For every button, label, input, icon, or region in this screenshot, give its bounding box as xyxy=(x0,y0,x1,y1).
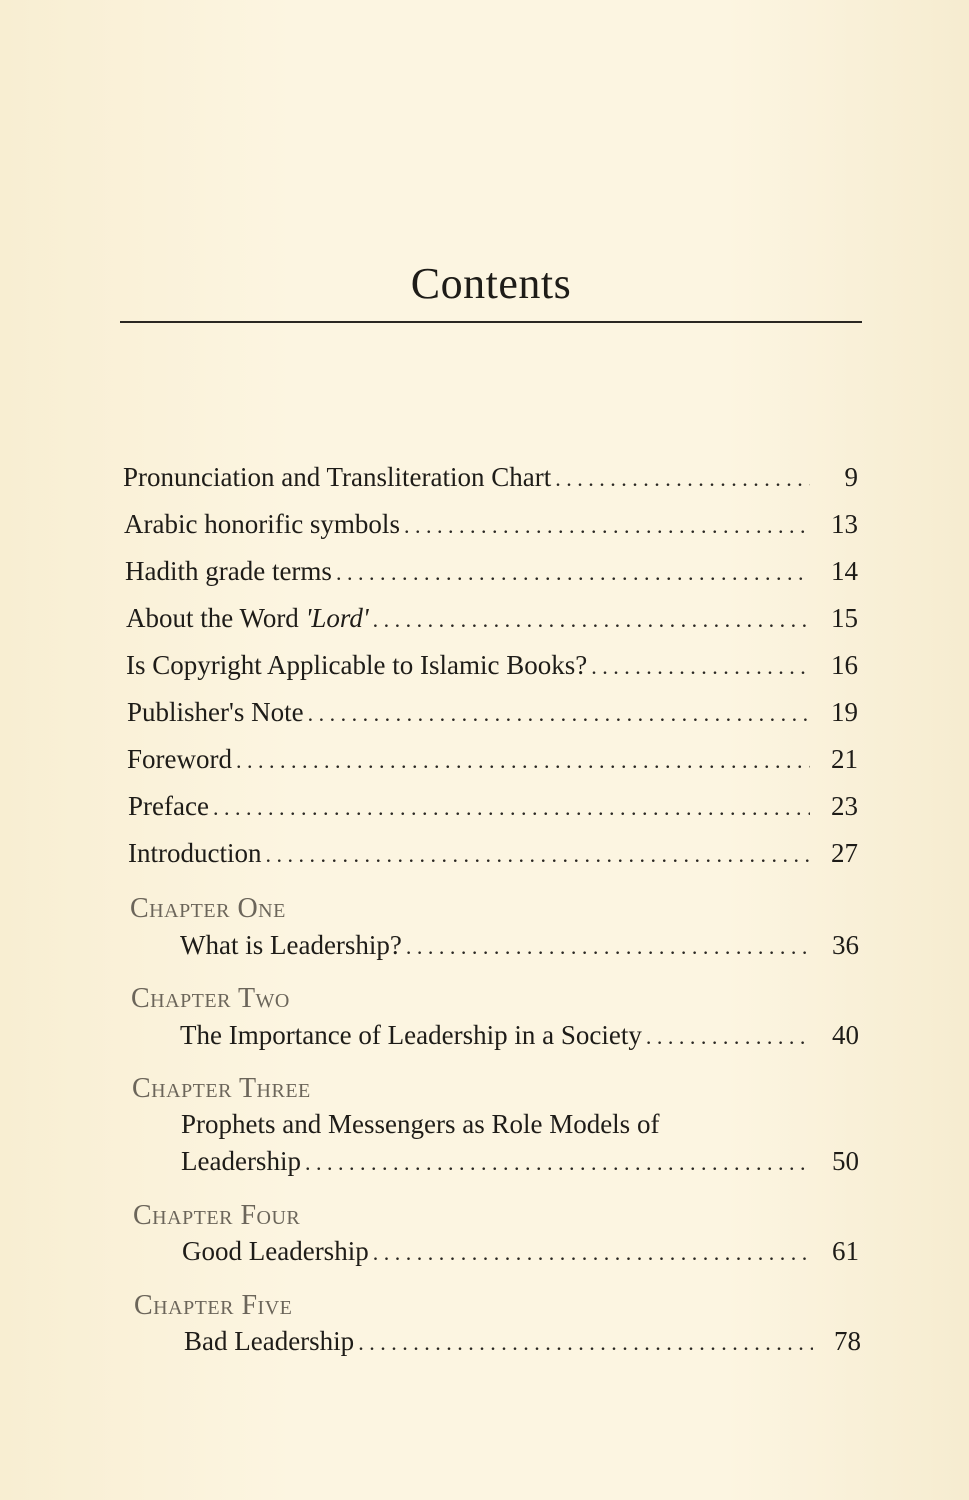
toc-entry xyxy=(127,697,858,728)
leader-dots xyxy=(336,560,810,586)
toc-entry-label: Introduction xyxy=(128,838,262,868)
toc-entry-page: 15 xyxy=(831,603,858,633)
toc-entry-label: Preface xyxy=(128,791,209,821)
toc-entry-label-line1: Prophets and Messengers as Role Models of xyxy=(181,1109,660,1139)
toc-entry-label: Publisher's Note xyxy=(127,697,304,727)
leader-dots xyxy=(373,607,810,633)
leader-dots xyxy=(236,748,810,774)
toc-entry xyxy=(128,791,858,822)
toc-entry-page: 50 xyxy=(832,1146,859,1176)
leader-dots xyxy=(646,1024,811,1050)
toc-entry-label: Pronunciation and Transliteration Chart xyxy=(123,462,552,492)
toc-entry-label: What is Leadership? xyxy=(180,930,402,960)
toc-entry-page: 14 xyxy=(831,556,858,586)
toc-entry-page: 19 xyxy=(831,697,858,727)
toc-entry-page: 9 xyxy=(844,462,858,492)
toc-entry-page: 27 xyxy=(831,838,858,868)
toc-entry-label: Arabic honorific symbols xyxy=(124,509,400,539)
leader-dots xyxy=(358,1330,813,1356)
chapter-heading: Chapter Two xyxy=(131,983,290,1014)
leader-dots xyxy=(406,934,811,960)
leader-dots xyxy=(373,1240,811,1266)
toc-entry-page: 61 xyxy=(832,1236,859,1266)
toc-entry xyxy=(180,1020,859,1051)
toc-entry-page: 23 xyxy=(831,791,858,821)
toc-entry xyxy=(125,556,858,587)
title-rule xyxy=(120,321,862,323)
toc-entry xyxy=(180,930,859,961)
toc-entry xyxy=(123,462,858,493)
toc-entry xyxy=(182,1236,859,1267)
toc-entry-page: 36 xyxy=(832,930,859,960)
chapter-heading: Chapter Five xyxy=(134,1290,293,1321)
toc-entry-label: Hadith grade terms xyxy=(125,556,332,586)
toc-entry-label: The Importance of Leadership in a Society xyxy=(180,1020,642,1050)
toc-entry xyxy=(126,650,858,681)
leader-dots xyxy=(591,654,810,680)
toc-entry-label: Foreword xyxy=(127,744,232,774)
toc-entry-page: 78 xyxy=(834,1326,861,1356)
leader-dots xyxy=(265,842,810,868)
toc-entry-label: Is Copyright Applicable to Islamic Books? xyxy=(126,650,588,680)
toc-entry xyxy=(181,1146,859,1177)
leader-dots xyxy=(404,513,810,539)
chapter-heading: Chapter Four xyxy=(133,1200,301,1231)
toc-entry-label: Leadership xyxy=(181,1146,301,1176)
toc-entry-label: About the Word 'Lord' xyxy=(126,603,369,633)
toc-entry-page: 40 xyxy=(832,1020,859,1050)
chapter-heading: Chapter Three xyxy=(132,1073,311,1104)
leader-dots xyxy=(308,701,810,727)
toc-entry xyxy=(184,1326,861,1357)
page-title: Contents xyxy=(410,259,572,308)
leader-dots xyxy=(305,1150,811,1176)
italic-word: 'Lord' xyxy=(305,603,369,633)
toc-entry-page: 16 xyxy=(831,650,858,680)
toc-entry xyxy=(128,838,858,869)
toc-entry xyxy=(127,744,858,775)
leader-dots xyxy=(555,466,810,492)
toc-entry-page: 13 xyxy=(831,509,858,539)
chapter-heading: Chapter One xyxy=(130,893,286,924)
toc-entry xyxy=(126,603,858,634)
leader-dots xyxy=(213,795,810,821)
toc-entry-page: 21 xyxy=(831,744,858,774)
toc-entry-label: Good Leadership xyxy=(182,1236,369,1266)
toc-entry-label: Bad Leadership xyxy=(184,1326,355,1356)
toc-entry xyxy=(124,509,858,540)
